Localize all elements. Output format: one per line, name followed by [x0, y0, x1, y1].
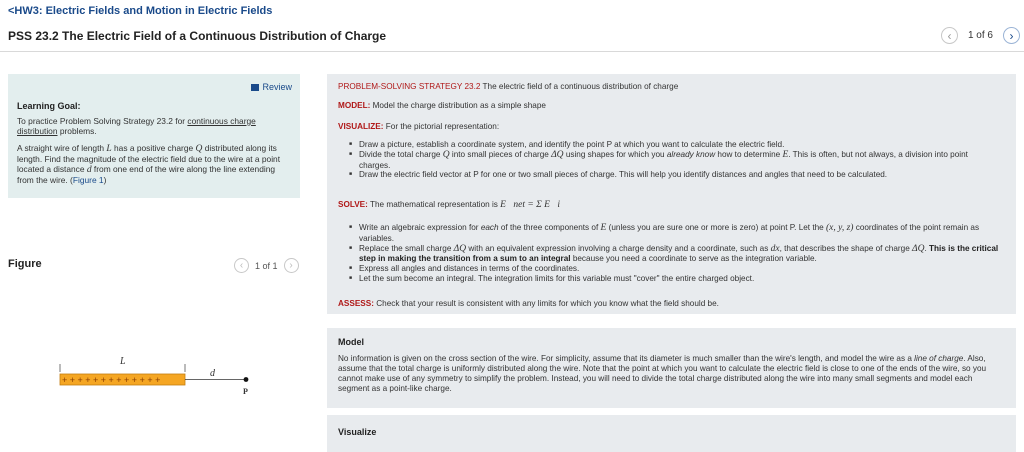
- assess-step: [338, 299, 719, 308]
- review-link[interactable]: [251, 82, 292, 92]
- strategy-title: The electric field of a continuous distribution of charge: [480, 82, 679, 91]
- distance-label: d: [210, 368, 215, 379]
- solve-keyword: SOLVE:: [338, 200, 368, 209]
- assess-keyword: ASSESS:: [338, 299, 374, 308]
- strategy-keyword: PROBLEM-SOLVING STRATEGY 23.2: [338, 82, 481, 91]
- list-item: ■ Draw the electric field vector at P for one or two small pieces of charge. This will help you identify distances and angles that need to be calculated.: [349, 170, 999, 180]
- model-text-1: No information is given on the cross section of the wire. For simplicity, assume that its diameter is much smaller than the wire's length, and model the wire as a: [338, 354, 915, 363]
- list-item: ■ Replace the small charge ΔQ with an equivalent expression involving a charge density and a coordinate, such as dx, that describes the shape of charge ΔQ. This is the critical step in making the transition from a sum to an integral because you need a coordinate to serve as the integration variable.: [349, 244, 999, 265]
- list-item: ■ Write an algebraic expression for each of the three components of E (unless you are sure one or more is zero) at point P. Let the (x, y, z) coordinates of the point remain as variables.: [349, 223, 999, 244]
- wire-length-label: L: [120, 356, 126, 367]
- var-Q: Q: [195, 144, 203, 154]
- intro-prefix: To practice Problem Solving Strategy 23.2 for: [17, 116, 188, 126]
- model-text-emphasis: line of charge: [914, 354, 964, 363]
- assess-step-text: Check that your result is consistent with any limits for which you know what the field should be.: [373, 299, 719, 308]
- visualize-bullets: [349, 140, 999, 180]
- problem-text-5: ): [103, 175, 107, 185]
- top-bar: [0, 0, 1024, 52]
- wire-charges: + + + + + + + + + + + + +: [62, 375, 161, 385]
- problem-text-2: has a positive charge: [111, 143, 196, 153]
- problem-text-1: A straight wire of length: [17, 143, 107, 153]
- visualize-title: Visualize: [338, 427, 377, 437]
- pager-text: 1 of 6: [967, 30, 993, 41]
- chevron-left-icon[interactable]: ‹: [234, 258, 249, 273]
- list-item: ■ Let the sum become an integral. The integration limits for this variable must "cover" the entire charged object.: [349, 274, 999, 284]
- review-label: Review: [262, 82, 292, 92]
- point-p-label: P: [243, 387, 248, 396]
- continuous-charge-link[interactable]: continuous charge distribution: [17, 116, 256, 136]
- review-icon: [251, 84, 259, 91]
- problem-statement: [17, 143, 289, 185]
- figure-label: Figure: [8, 258, 42, 270]
- breadcrumb-link[interactable]: <HW3: Electric Fields and Motion in Electric Fields: [8, 5, 273, 17]
- list-item: ■ Express all angles and distances in terms of the coordinates.: [349, 264, 999, 274]
- model-section: [327, 328, 1016, 408]
- model-step-text: Model the charge distribution as a simple shape: [370, 101, 546, 110]
- visualize-keyword: VISUALIZE:: [338, 122, 384, 131]
- solve-step-text: The mathematical representation is: [367, 200, 501, 209]
- model-title: Model: [338, 337, 364, 347]
- point-p: [244, 377, 249, 382]
- chevron-right-icon[interactable]: ›: [1003, 27, 1020, 44]
- model-text: [338, 354, 1006, 394]
- figure-1-link[interactable]: Figure 1: [72, 175, 104, 185]
- visualize-step: [338, 122, 499, 131]
- problem-text-4: from one end of the wire along the line extending from the wire. (: [17, 164, 276, 185]
- chevron-left-icon[interactable]: ‹: [941, 27, 958, 44]
- list-item: ■ Draw a picture, establish a coordinate system, and identify the point P at which you want to calculate the electric field.: [349, 140, 999, 150]
- problem-text-3: distributed along its length. Find the magnitude of the electric field due to the wire at a point located a distance: [17, 143, 281, 174]
- figure-pager-text: 1 of 1: [255, 260, 278, 271]
- list-item: ■ Divide the total charge Q into small pieces of charge ΔQ using shapes for which you already know how to determine E. This is often, but not always, a division into point charges.: [349, 150, 999, 171]
- solve-bullets: [349, 223, 999, 284]
- item-pager: [941, 27, 1020, 44]
- var-L: L: [106, 144, 112, 154]
- learning-goal-text: [17, 116, 289, 185]
- learning-goal-heading: Learning Goal:: [17, 101, 81, 111]
- strategy-panel: [327, 74, 1016, 314]
- e-net-expression: E⃗net = Σ E⃗i: [500, 200, 560, 210]
- visualize-step-text: For the pictorial representation:: [383, 122, 500, 131]
- visualize-section[interactable]: [327, 415, 1016, 452]
- learning-goal-panel: [8, 74, 300, 198]
- model-keyword: MODEL:: [338, 101, 371, 110]
- solve-step: [338, 200, 560, 210]
- chevron-right-icon[interactable]: ›: [284, 258, 299, 273]
- intro-suffix: problems.: [57, 126, 97, 136]
- figure-pager: [234, 258, 299, 273]
- strategy-header: [338, 82, 678, 91]
- model-text-2: . Also, assume that the total charge is uniformly distributed along the wire. Note that the point at which you want to calculate the electric field is close to one of the ends of the wire, so you cannot make use of any symmetry to simplify the problem. Instead, you will need to divide the total charge distributed along the wire into many small segments and model each segment as a point-like charge.: [338, 354, 987, 393]
- charged-wire-figure: [50, 350, 270, 400]
- var-d: d: [86, 165, 92, 175]
- page-title: PSS 23.2 The Electric Field of a Continuous Distribution of Charge: [8, 29, 387, 43]
- model-step: [338, 101, 546, 110]
